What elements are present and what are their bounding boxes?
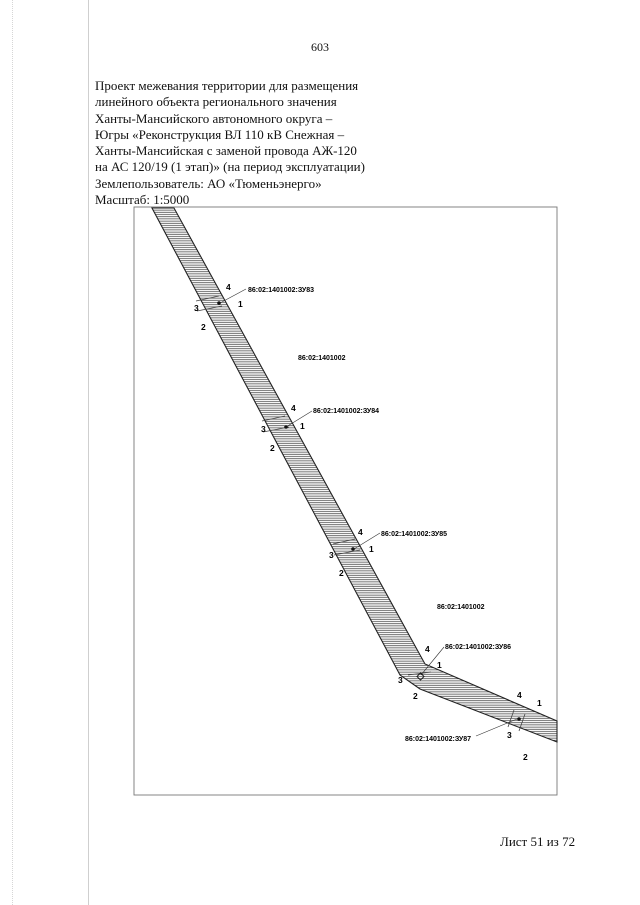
point-number: 2 <box>201 322 206 332</box>
parcel-marker <box>284 425 288 429</box>
point-number: 1 <box>238 299 243 309</box>
point-number: 2 <box>339 568 344 578</box>
scale: Масштаб: 1:5000 <box>95 192 190 208</box>
title-line: Ханты-Мансийского автономного округа – <box>95 110 333 126</box>
parcel-label: 86:02:1401002:ЗУ83 <box>248 287 315 294</box>
point-number: 4 <box>425 644 430 654</box>
title-line: Югры «Реконструкция ВЛ 110 кВ Снежная – <box>95 126 345 142</box>
parcel-marker <box>351 547 355 551</box>
title-line: Ханты-Мансийская с заменой провода АЖ-120 <box>95 143 357 159</box>
point-number: 4 <box>291 403 296 413</box>
parcel-label: 86:02:1401002:ЗУ85 <box>381 531 448 538</box>
point-number: 1 <box>300 421 305 431</box>
block-label: 86:02:1401002 <box>437 604 485 611</box>
point-number: 2 <box>523 752 528 762</box>
point-number: 3 <box>329 550 334 560</box>
page-number: 603 <box>311 40 329 54</box>
point-number: 4 <box>226 282 231 292</box>
parcel-label: 86:02:1401002:ЗУ87 <box>405 736 472 743</box>
title-line: линейного объекта регионального значения <box>95 94 337 110</box>
sheet-footer: Лист 51 из 72 <box>500 834 576 849</box>
parcel-label: 86:02:1401002:ЗУ84 <box>313 408 380 415</box>
point-number: 3 <box>194 303 199 313</box>
point-number: 4 <box>517 690 522 700</box>
block-label: 86:02:1401002 <box>298 355 346 362</box>
point-number: 1 <box>537 698 542 708</box>
point-number: 3 <box>507 730 512 740</box>
title-line: на АС 120/19 (1 этап)» (на период эксплуатации) <box>95 159 365 175</box>
point-number: 3 <box>398 675 403 685</box>
title-line: Проект межевания территории для размещения <box>95 78 359 93</box>
point-number: 1 <box>437 660 442 670</box>
point-number: 2 <box>413 691 418 701</box>
line-object-strip <box>152 208 557 742</box>
parcel-marker <box>517 717 521 721</box>
point-number: 3 <box>261 424 266 434</box>
parcel-marker <box>217 301 221 305</box>
point-number: 1 <box>369 544 374 554</box>
parcel-label: 86:02:1401002:ЗУ86 <box>445 644 512 651</box>
land-user: Землепользователь: АО «Тюменьэнерго» <box>95 175 322 191</box>
point-number: 4 <box>358 527 363 537</box>
point-number: 2 <box>270 443 275 453</box>
